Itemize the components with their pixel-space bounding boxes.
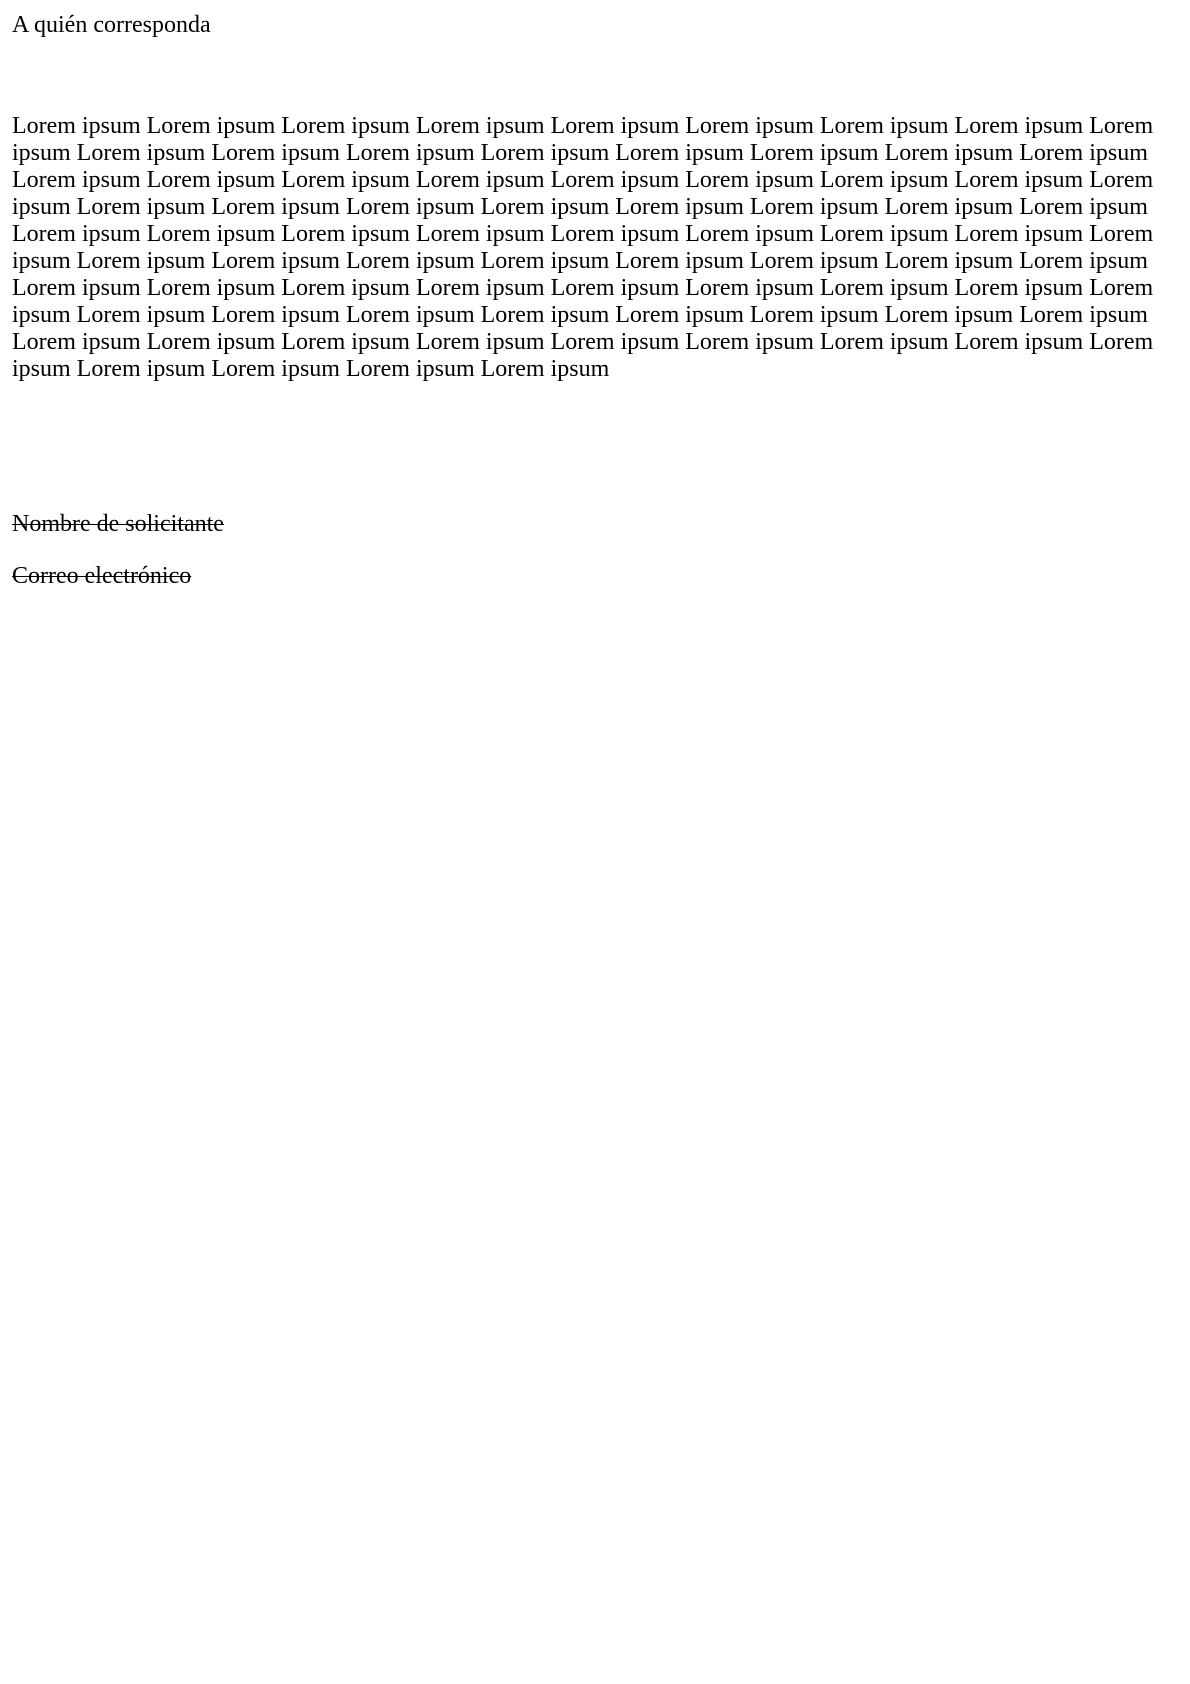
body-line: Lorem ipsum Lorem ipsum Lorem ipsum Lorem ipsum Lorem ipsum Lorem ipsum Lorem ipsum Lorem ipsum Lorem (12, 221, 1154, 247)
body-line: Lorem ipsum Lorem ipsum Lorem ipsum Lorem ipsum Lorem ipsum Lorem ipsum Lorem ipsum Lorem ipsum Lorem (12, 167, 1154, 193)
body-line: Lorem ipsum Lorem ipsum Lorem ipsum Lorem ipsum Lorem ipsum Lorem ipsum Lorem ipsum Lorem ipsum Lorem (12, 113, 1154, 139)
applicant-name-field: Nombre de solicitante (12, 511, 224, 537)
body-line: ipsum Lorem ipsum Lorem ipsum Lorem ipsum Lorem ipsum Lorem ipsum Lorem ipsum Lorem ipsum Lorem ipsum (12, 194, 1148, 220)
body-line: Lorem ipsum Lorem ipsum Lorem ipsum Lorem ipsum Lorem ipsum Lorem ipsum Lorem ipsum Lorem ipsum Lorem (12, 329, 1154, 355)
body-line: ipsum Lorem ipsum Lorem ipsum Lorem ipsum Lorem ipsum (12, 356, 610, 382)
body-line: ipsum Lorem ipsum Lorem ipsum Lorem ipsum Lorem ipsum Lorem ipsum Lorem ipsum Lorem ipsum Lorem ipsum (12, 248, 1148, 274)
body-line: ipsum Lorem ipsum Lorem ipsum Lorem ipsum Lorem ipsum Lorem ipsum Lorem ipsum Lorem ipsum Lorem ipsum (12, 140, 1148, 166)
applicant-email-field: Correo electrónico (12, 563, 192, 589)
greeting-text: A quién corresponda (12, 12, 211, 38)
body-line: ipsum Lorem ipsum Lorem ipsum Lorem ipsum Lorem ipsum Lorem ipsum Lorem ipsum Lorem ipsum Lorem ipsum (12, 302, 1148, 328)
body-line: Lorem ipsum Lorem ipsum Lorem ipsum Lorem ipsum Lorem ipsum Lorem ipsum Lorem ipsum Lorem ipsum Lorem (12, 275, 1154, 301)
body-paragraph (12, 113, 1170, 383)
